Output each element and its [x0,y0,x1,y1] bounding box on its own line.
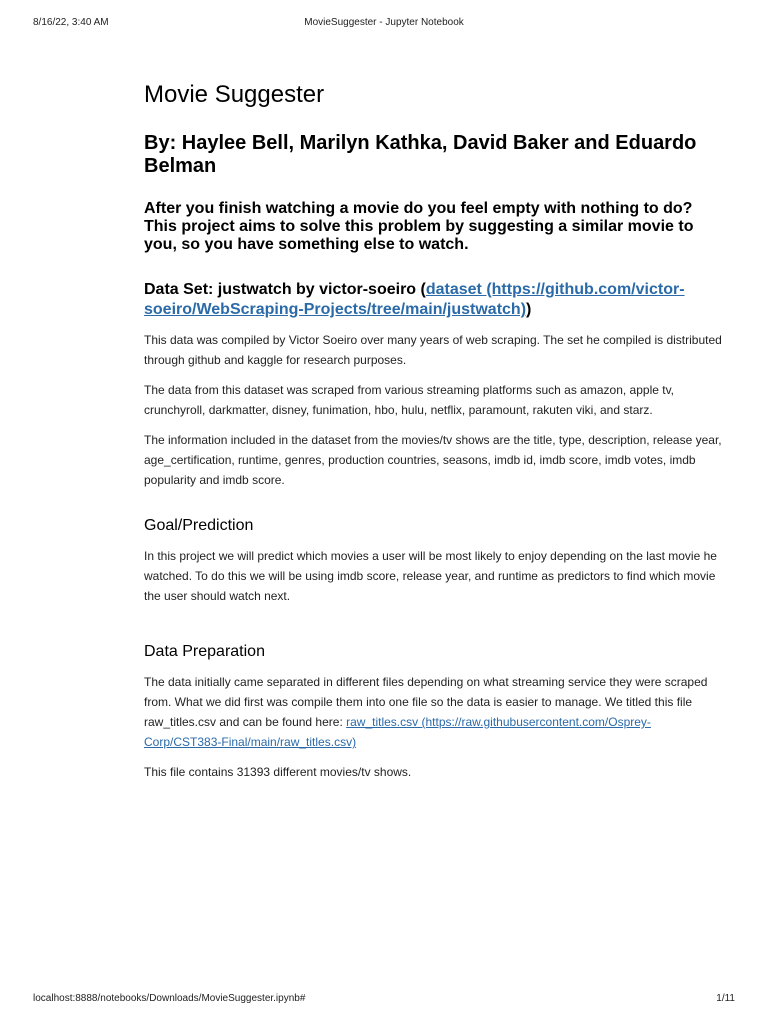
goal-paragraph: In this project we will predict which movies a user will be most likely to enjoy depending on the last movie he watched. To do this we will be using imdb score, release year, and runtime as predictors to find which movie the user should watch next. [144,549,717,603]
print-title: MovieSuggester - Jupyter Notebook [304,17,464,28]
dataset-heading-prefix: Data Set: justwatch by victor-soeiro ( [144,281,426,298]
print-header [0,17,768,31]
dataset-link[interactable]: dataset (https://github.com/victor-soeiro/WebScraping-Projects/tree/main/justwatch) [144,281,685,318]
notebook-content [144,80,724,782]
dataset-paragraph-3: The information included in the dataset from the movies/tv shows are the title, type, description, release year, age_certification, runtime, genres, production countries, seasons, imdb id, imdb score, imdb votes, imdb popularity and imdb score. [144,433,722,487]
prep-heading: Data Preparation [144,643,265,660]
intro-heading: After you finish watching a movie do you feel empty with nothing to do? This project aims to solve this problem by suggesting a similar movie to you, so you have something else to watch. [144,200,694,253]
page-number: 1/11 [716,993,735,1004]
print-footer [0,993,768,1007]
dataset-paragraph-2: The data from this dataset was scraped from various streaming platforms such as amazon, apple tv, crunchyroll, darkmatter, disney, funimation, hbo, hulu, netflix, paramount, rakuten viki, and starz. [144,383,675,417]
goal-heading: Goal/Prediction [144,517,254,534]
dataset-heading [144,280,724,320]
dataset-paragraph-1: This data was compiled by Victor Soeiro over many years of web scraping. The set he compiled is distributed through github and kaggle for research purposes. [144,333,722,367]
notebook-title: Movie Suggester [144,81,325,108]
print-url: localhost:8888/notebooks/Downloads/MovieSuggester.ipynb# [33,993,306,1004]
authors-heading: By: Haylee Bell, Marilyn Kathka, David Baker and Eduardo Belman [144,132,697,177]
prep-paragraph-2: This file contains 31393 different movies/tv shows. [144,765,412,779]
prep-paragraph-text: The data initially came separated in different files depending on what streaming service they were scraped from. What we did first was compile them into one file so the data is easier to manage. We titled this file raw_titles.csv and can be found here: [144,675,708,729]
prep-paragraph-1 [144,672,724,752]
dataset-heading-suffix: ) [526,301,532,318]
raw-titles-link[interactable]: raw_titles.csv (https://raw.githubusercontent.com/Osprey-Corp/CST383-Final/main/raw_titles.csv) [144,715,651,749]
print-datetime: 8/16/22, 3:40 AM [33,17,109,28]
